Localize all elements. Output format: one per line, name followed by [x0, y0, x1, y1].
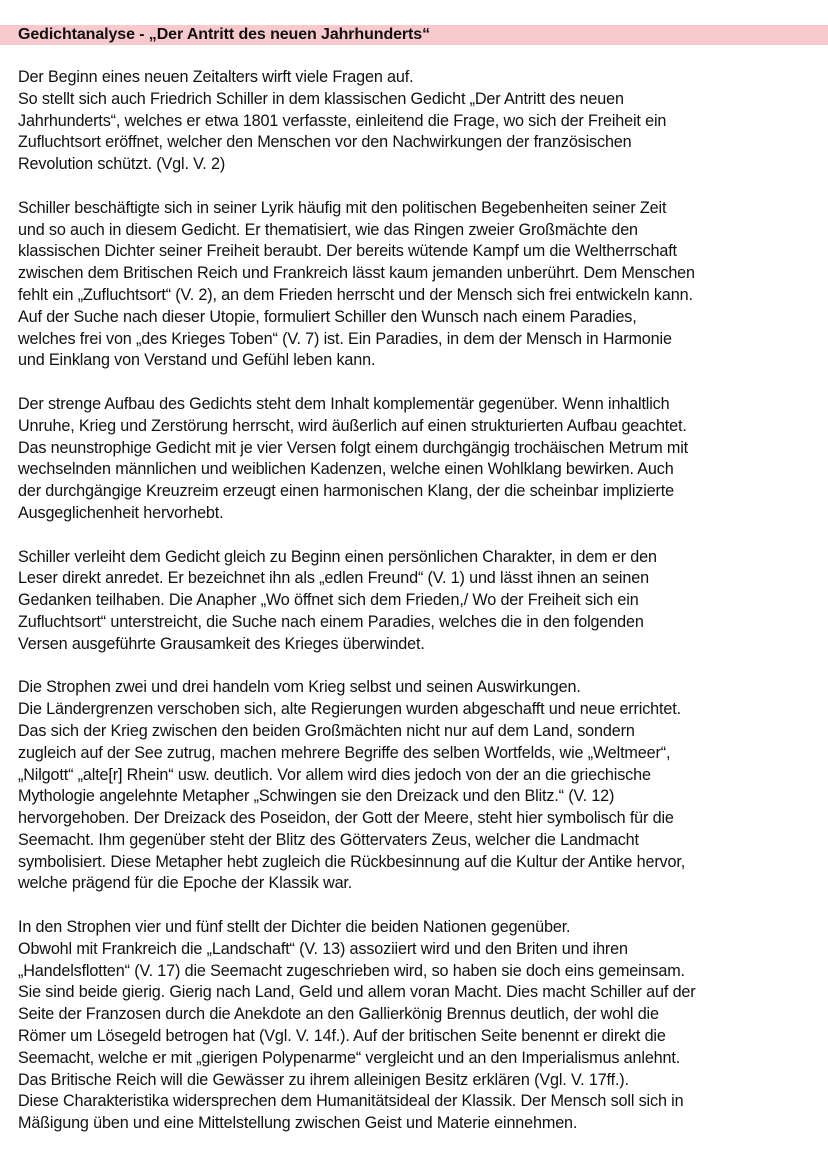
- text-line: Das sich der Krieg zwischen den beiden Großmächten nicht nur auf dem Land, sondern: [18, 721, 635, 740]
- text-line: Die Strophen zwei und drei handeln vom Krieg selbst und seinen Auswirkungen.: [18, 678, 581, 697]
- text-line: Unruhe, Krieg und Zerstörung herrscht, wird äußerlich auf einen strukturierten Aufbau geachtet.: [18, 416, 687, 435]
- text-line: Die Ländergrenzen verschoben sich, alte Regierungen wurden abgeschafft und neue errichtet.: [18, 700, 681, 719]
- text-line: klassischen Dichter seiner Freiheit beraubt. Der bereits wütende Kampf um die Weltherrschaft: [18, 242, 677, 261]
- text-line: Römer um Lösegeld betrogen hat (Vgl. V. 14f.). Auf der britischen Seite benennt er direkt die: [18, 1027, 666, 1046]
- text-line: „Handelsflotten“ (V. 17) die Seemacht zugeschrieben wird, so haben sie doch eins gemeinsam.: [18, 961, 685, 980]
- text-line: Der strenge Aufbau des Gedichts steht dem Inhalt komplementär gegenüber. Wenn inhaltlich: [18, 394, 670, 413]
- text-line: Schiller verleiht dem Gedicht gleich zu Beginn einen persönlichen Charakter, in dem er den: [18, 547, 657, 566]
- text-line: wechselnden männlichen und weiblichen Kadenzen, welche einen Wohlklang bewirken. Auch: [18, 460, 674, 479]
- text-line: Jahrhunderts“, welches er etwa 1801 verfasste, einleitend die Frage, wo sich der Freiheit ein: [18, 111, 667, 130]
- text-line: Schiller beschäftigte sich in seiner Lyrik häufig mit den politischen Begebenheiten seiner Zeit: [18, 198, 667, 217]
- text-line: Seite der Franzosen durch die Anekdote an den Gallierkönig Brennus deutlich, der wohl die: [18, 1005, 659, 1024]
- text-line: Ausgeglichenheit hervorhebt.: [18, 503, 224, 522]
- paragraph-stanzas-four-five: [18, 917, 818, 1135]
- text-line: zwischen dem Britischen Reich und Frankreich lässt kaum jemanden unberührt. Dem Menschen: [18, 264, 695, 283]
- text-line: welches frei von „des Krieges Toben“ (V. 7) ist. Ein Paradies, in dem der Mensch in Harmonie: [18, 329, 672, 348]
- text-line: Mäßigung üben und eine Mittelstellung zwischen Geist und Materie einnehmen.: [18, 1114, 578, 1133]
- text-line: Mythologie angelehnte Metapher „Schwingen sie den Dreizack und den Blitz.“ (V. 12): [18, 787, 615, 806]
- document-title: Gedichtanalyse - „Der Antritt des neuen Jahrhunderts“: [18, 26, 430, 43]
- paragraph-structure: [18, 394, 818, 525]
- paragraph-context: [18, 198, 818, 372]
- text-line: zugleich auf der See zutrug, machen mehrere Begriffe des selben Wortfelds, wie „Weltmeer“,: [18, 743, 671, 762]
- text-line: und so auch in diesem Gedicht. Er thematisiert, wie das Ringen zweier Großmächte den: [18, 220, 638, 239]
- paragraph-stanzas-two-three: [18, 677, 818, 895]
- text-line: Der Beginn eines neuen Zeitalters wirft viele Fragen auf.: [18, 68, 414, 86]
- text-line: Zufluchtsort eröffnet, welcher den Menschen vor den Nachwirkungen der französischen: [18, 133, 632, 152]
- text-line: und Einklang von Verstand und Gefühl leben kann.: [18, 351, 376, 370]
- document-body: [18, 67, 818, 1157]
- text-line: symbolisiert. Diese Metapher hebt zugleich die Rückbesinnung auf die Kultur der Antike hervor,: [18, 852, 686, 871]
- text-line: Das Britische Reich will die Gewässer zu ihrem alleinigen Besitz erklären (Vgl. V. 17ff.).: [18, 1070, 629, 1089]
- text-line: „Nilgott“ „alte[r] Rhein“ usw. deutlich. Vor allem wird dies jedoch von der an die griechische: [18, 765, 651, 784]
- text-line: welche prägend für die Epoche der Klassik war.: [18, 874, 353, 893]
- paragraph-intro: [18, 67, 818, 176]
- paragraph-stanza-one: [18, 547, 818, 656]
- text-line: So stellt sich auch Friedrich Schiller in dem klassischen Gedicht „Der Antritt des neuen: [18, 89, 624, 108]
- text-line: Diese Charakteristika widersprechen dem Humanitätsideal der Klassik. Der Mensch soll sich in: [18, 1092, 684, 1111]
- text-line: Seemacht. Ihm gegenüber steht der Blitz des Göttervaters Zeus, welcher die Landmacht: [18, 830, 639, 849]
- text-line: Zufluchtsort“ unterstreicht, die Suche nach einem Paradies, welches die in den folgenden: [18, 612, 644, 631]
- text-line: Auf der Suche nach dieser Utopie, formuliert Schiller den Wunsch nach einem Paradies,: [18, 307, 637, 326]
- text-line: Versen ausgeführte Grausamkeit des Krieges überwindet.: [18, 634, 425, 653]
- text-line: der durchgängige Kreuzreim erzeugt einen harmonischen Klang, der die scheinbar implizierte: [18, 482, 674, 501]
- text-line: Sie sind beide gierig. Gierig nach Land, Geld und allem voran Macht. Dies macht Schiller auf der: [18, 983, 696, 1002]
- text-line: hervorgehoben. Der Dreizack des Poseidon, der Gott der Meere, steht hier symbolisch für die: [18, 809, 674, 828]
- text-line: Obwohl mit Frankreich die „Landschaft“ (V. 13) assoziiert wird und den Briten und ihren: [18, 939, 628, 958]
- text-line: Gedanken teilhaben. Die Anapher „Wo öffnet sich dem Frieden,/ Wo der Freiheit sich ein: [18, 591, 639, 610]
- text-line: Seemacht, welche er mit „gierigen Polypenarme“ vergleicht und an den Imperialismus anlehnt.: [18, 1048, 681, 1067]
- text-line: In den Strophen vier und fünf stellt der Dichter die beiden Nationen gegenüber.: [18, 918, 571, 937]
- text-line: Das neunstrophige Gedicht mit je vier Versen folgt einem durchgängig trochäischen Metrum mit: [18, 438, 689, 457]
- text-line: Revolution schützt. (Vgl. V. 2): [18, 155, 226, 174]
- text-line: fehlt ein „Zufluchtsort“ (V. 2), an dem Frieden herrscht und der Mensch sich frei entwickeln kann.: [18, 285, 693, 304]
- text-line: Leser direkt anredet. Er bezeichnet ihn als „edlen Freund“ (V. 1) und lässt ihnen an seinen: [18, 569, 649, 588]
